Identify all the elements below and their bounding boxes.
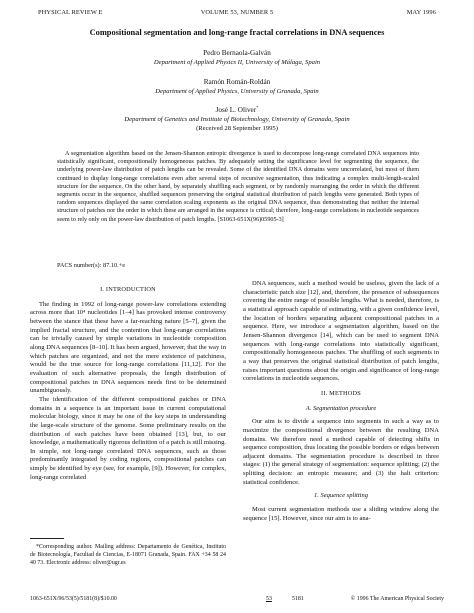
volume-underlined: 53	[266, 596, 272, 602]
right-column	[243, 280, 439, 523]
copyright: © 1996 The American Physical Society	[350, 596, 444, 602]
section-heading-methods: II. METHODS	[321, 389, 361, 397]
running-header	[38, 9, 436, 19]
author-2: Ramón Román-Roldán	[203, 78, 271, 86]
author-3-mark: *	[256, 105, 259, 110]
left-column	[30, 280, 226, 482]
page-footer	[30, 596, 444, 606]
intro-paragraph-2: The identification of the different compositional patches or DNA domains in a sequence is an important issue in current computational molecular biology, since it may be one of the key steps in understanding the large-scale structure of the genome. Some preliminary results on the distribution of such patches have been obtained [13], but, to our knowledge, a mathematically rigorous definition of a patch is still missing. In simple, not long-range correlated DNA sequences, such as those predominantly integrated by coding regions, compositional patches can simply be identified by eye (see, for example, [9]). However, for complex, long-range correlated	[30, 395, 227, 481]
affiliation-3: Department of Genetics and Institute of Biotechnology, University of Granada, Spain	[124, 116, 350, 123]
section-heading-introduction: I. INTRODUCTION	[100, 286, 156, 293]
abstract: A segmentation algorithm based on the Jensen-Shannon entropic divergence is used to decompose long-range correlated DNA sequences into statistically significant, compositionally homogeneous patches. By adequately setting the significance level for segmenting the sequence, the underlying power-law distribution of patch lengths can be revealed. Some of the identified DNA domains were uncorrelated, but most of them continued to display long-range correlations even after several steps of recursive segmentation, thus indicating a complex multi-length-scaled structure for the sequence. On the other hand, by separately shuffling each segment, or by randomly rearranging the order in which the different segments occur in the sequence, shuffled sequences preserving the original statistical distribution of patch lengths were generated. Both types of random sequences displayed the same correlation scaling exponents as the original DNA sequence, thus demonstrating that neither the internal structure of patches nor the order in which these are arranged in the sequence is critical; therefore, long-range correlations in nucleotide sequences seem to rely only on the power-law distribution of patch lengths. [S1063-651X(96)05905-3]	[57, 151, 419, 223]
author-3-name: José L. Oliver	[215, 106, 257, 114]
subsection-heading-segmentation: A. Segmentation procedure	[305, 404, 377, 412]
affiliation-2: Department of Applied Physics, University of Granada, Spain	[155, 88, 319, 95]
article-code: 1063-651X/96/53(5)/5181(8)/$10.00	[30, 596, 117, 602]
paper-title: Compositional segmentation and long-range fractal correlations in DNA sequences	[89, 28, 385, 37]
received-date: (Received 28 September 1995)	[196, 125, 278, 132]
author-3	[20, 106, 454, 114]
methods-paragraph-2: Most current segmentation methods use a sliding window along the sequence [15]. However, since our aim is to ana-	[243, 506, 439, 522]
affiliation-1: Department of Applied Physics II, University of Málaga, Spain	[153, 59, 321, 66]
footnote-rule	[30, 538, 64, 539]
journal-name: PHYSICAL REVIEW E	[38, 9, 103, 16]
intro-paragraph-1: The finding in 1992 of long-range power-law correlations extending across more that 10⁴ nucleotides [1–4] has provoked intense controversy between the stance that these have a far-reaching nature [5–7], given the implied fractal structure, and the contention that long-range correlations can be trivially caused by simple variations in nucleotide composition along DNA sequences [8–10]. It has been argued, however, that the way in which patches are organized, and not the mere existence of patchiness, would be the true source for long-range correlations [11,12]. For the evaluation of such alternative proposals, the length distribution of compositional patches in DNA sequences needs first to be determined unambiguously.	[30, 300, 226, 395]
subsubsection-heading-splitting: 1. Sequence splitting	[314, 492, 368, 500]
methods-paragraph-1: Our aim is to divide a sequence into segments in such a way as to maximize the compositional divergence between the resulting DNA domains. We therefore need a method capable of detecting shifts in sequence composition, thus locating the possible borders or edges between adjacent domains. The segmentation procedure is described in three stages: (1) the general strategy of segmentation: sequence splitting; (2) the splitting decision: an entropic measure; and (3) the halt criterion: statistical confidence.	[243, 418, 439, 486]
footnote: *Corresponding author. Mailing address: Departamento de Genética, Instituto de Biotecnología, Facultad de Ciencias, E-18071 Granada, Spain. FAX +34 58 24 40 73. Electronic address: oliver@ugr.es	[30, 544, 226, 566]
pacs-numbers: PACS number(s): 87.10.+e	[57, 262, 126, 269]
issue-date: MAY 1996	[406, 9, 436, 16]
volume-number: VOLUME 53, NUMBER 5	[200, 9, 274, 16]
intro-paragraph-3: DNA sequences, such a method would be useless, given the lack of a characteristic patch size [12], and, therefore, the presence of subsequences covering the entire range of possible lengths. What is needed, therefore, is a statistical approach capable of estimating, with a given confidence level, the location of borders separating adjacent compositional patches in a sequence. Here, we introduce a segmentation algorithm, based on the Jensen-Shannon divergence [14], which can be used to segment DNA sequences with long-range correlations into statistically significant, compositionally homogeneous patches. The shuffling of such segments in a way that preserves the original statistical distribution of patch lengths, raises important questions about the origin and significance of long-range correlations in nucleotide sequences.	[243, 280, 439, 383]
page-number: 5181	[292, 596, 304, 602]
author-1: Pedro Bernaola-Galván	[203, 49, 271, 57]
